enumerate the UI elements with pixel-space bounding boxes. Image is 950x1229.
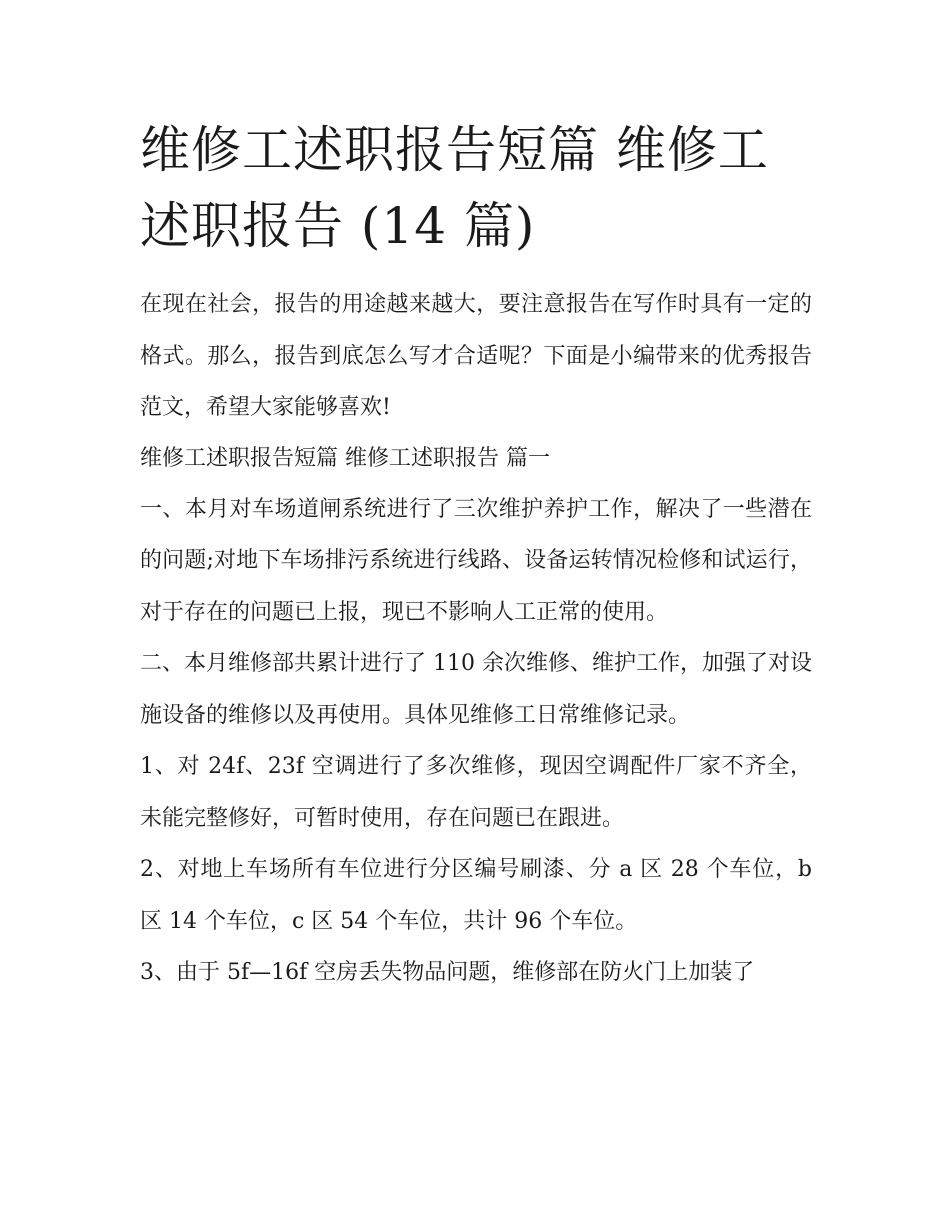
intro-paragraph: 在现在社会，报告的用途越来越大，要注意报告在写作时具有一定的格式。那么，报告到底怎么写才合适呢？下面是小编带来的优秀报告范文，希望大家能够喜欢! bbox=[140, 292, 812, 420]
document-page bbox=[140, 112, 812, 999]
list-item-3: 3、由于 5f—16f 空房丢失物品问题，维修部在防火门上加装了 bbox=[140, 960, 755, 985]
paragraph-item-2: 二、本月维修部共累计进行了 110 余次维修、维护工作，加强了对设施设备的维修以及再使用。具体见维修工日常维修记录。 bbox=[140, 651, 812, 728]
list-item-1: 1、对 24f、23f 空调进行了多次维修，现因空调配件厂家不齐全，未能完整修好，可暂时使用，存在问题已在跟进。 bbox=[140, 754, 812, 831]
paragraph-item-1: 一、本月对车场道闸系统进行了三次维护养护工作，解决了一些潜在的问题;对地下车场排污系统进行线路、设备运转情况检修和试运行，对于存在的问题已上报，现已不影响人工正常的使用。 bbox=[140, 496, 812, 625]
list-item-2: 2、对地上车场所有车位进行分区编号刷漆、分 a 区 28 个车位，b 区 14 个车位，c 区 54 个车位，共计 96 个车位。 bbox=[140, 857, 812, 934]
section-heading: 维修工述职报告短篇 维修工述职报告 篇一 bbox=[140, 445, 550, 471]
document-title: 维修工述职报告短篇 维修工述职报告 (14 篇) bbox=[140, 121, 769, 255]
